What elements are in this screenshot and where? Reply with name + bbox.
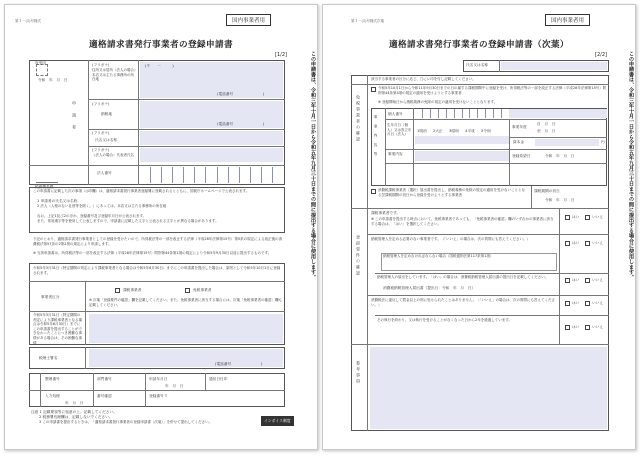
req3-no: いいえ [592, 278, 604, 282]
business-type-label: 事業者区分 [41, 295, 60, 299]
notice-item-2: 2 法人（人格のない社団等を除く。）にあっては、本店又は主たる事務所の所在地 [37, 204, 167, 208]
req4-yes-checkbox[interactable] [565, 301, 570, 306]
req1-yes: はい [572, 215, 580, 219]
taxable-option: 課税事業者 [123, 288, 142, 292]
tax-office-label: 税務署長殿 [35, 185, 54, 189]
req1-yes-checkbox[interactable] [565, 215, 570, 220]
footnote-1: 注意 1 記載要領等に留意の上、記載してください。 [31, 410, 117, 414]
period-label: 課税期間の初日 [534, 189, 560, 193]
exempt-option: 免税事業者 [193, 288, 212, 292]
received-stamp [36, 64, 48, 76]
section-requirements: 登録要件の確認 [356, 235, 361, 277]
simplified-text: 消費税課税事業者（選択）届出書を提出し、納税義務の免除の規定の適用を受けないこととなる翌課税期間の初日から登録を受けようとする事業者 [378, 188, 525, 197]
req5-yes: はい [572, 325, 580, 329]
office-dept: 部門番号 [97, 377, 112, 381]
req2-no-checkbox[interactable] [585, 241, 590, 246]
name-field[interactable] [501, 62, 607, 70]
note-2023: ※ 当該申請書は、所得税法等の一部を改正する法律（平成28年法律第15号）附則第44条第1項の規定により令和5年9月30日以前に提出するものです。 [33, 251, 272, 255]
personal-number-label: 個人番号 [388, 112, 403, 116]
notice-text: この申請書に記載した次の事項（◎印欄）は、適格請求書発行事業者登録簿に登載されるとともに、国税庁ホームページで公表されます。 [33, 189, 250, 193]
birth-opt-3: 3昭和 [449, 129, 459, 133]
req3-yes: はい [572, 278, 580, 282]
furigana-4: (フリガナ) [92, 148, 110, 152]
furigana-3: (フリガナ) [92, 131, 110, 135]
notice-block [29, 187, 285, 233]
side-usage-note: この申請書は、令和三年十月一日から令和五年九月三十日までの間に提出する場合に使用します。 [628, 51, 634, 280]
section-reference: 参考事項 [356, 361, 361, 385]
capital-unit: 円 [601, 140, 605, 144]
req-q3-date: 消費税納税管理人届出書（提出日：令和 年 月 日） [383, 286, 476, 290]
fiscal-to: 至 月 日 [537, 129, 556, 133]
footnote-2: 2 税務署処理欄は、記載しないでください。 [39, 415, 113, 419]
deadline-question: 令和5年3月31日（特定期間の判定により課税事業者となる場合は令和5年6月30日）までにこの申請書を提出することができなかったことにつき困難な事情がある場合は、その困難な事情 [33, 313, 82, 345]
req1-no-checkbox[interactable] [585, 215, 590, 220]
birth-opt-5: 5令和 [481, 129, 491, 133]
business-field[interactable] [415, 151, 509, 161]
office-input: 入力処理 [45, 394, 60, 398]
exempt-fields [371, 108, 607, 186]
exempt-text: 令和5年10月1日から令和11年9月30日までの日の属する課税期間中に登録を受け、所得税法等の一部を改正する法律（平成28年法律第15号）附則第44条第4項の規定の適用を受けようとする事業者 [378, 86, 607, 95]
deadline-note: 令和5年3月31日（特定期間の判定により課税事業者となる場合は令和5年6月30日）までにこの申請書を提出した場合は、原則として令和5年10月1日に登録されます。 [33, 266, 281, 275]
name-label: 氏名又は名称 [95, 138, 118, 142]
birth-opt-4: 4平成 [465, 129, 475, 133]
req-q2: 納税管理人を定める必要のない事業者です。（「いいえ」の場合は、次の質問にも答えてください。） [371, 237, 530, 241]
footnote-3: 3 この申請書を提出するときは、「適格請求書発行事業者の登録申請書（次葉）」を併せて提出してください。 [39, 420, 213, 424]
simplified-checkbox[interactable] [371, 189, 376, 194]
fiscal-year-label: 事業年度 [512, 125, 527, 129]
name-field[interactable] [140, 131, 283, 145]
representative-field[interactable] [140, 148, 283, 162]
wish-date-value: 令和 年 月 日 [545, 154, 575, 158]
domestic-badge: 国内事業者用 [545, 14, 590, 26]
accountant-phone: (電話番号 ) [215, 362, 263, 366]
tax-agent-note: 納税管理人を定めなければならない場合（国税通則法第117条第1項） [383, 254, 494, 258]
invoice-version-badge: インボイス制度 [261, 416, 294, 426]
birth-opt-2: 2大正 [433, 129, 443, 133]
req4-yes: はい [572, 301, 580, 305]
exempt-2023-checkbox[interactable] [371, 87, 376, 92]
page-title: 適格請求書発行事業者の登録申請書 [89, 40, 233, 50]
personal-number-extra [509, 109, 607, 118]
period-date: 令和 年 月 日 [545, 198, 575, 202]
fiscal-from: 自 月 日 [537, 122, 556, 126]
corp-number-label: 法人番号 [97, 171, 112, 175]
req5-no-checkbox[interactable] [585, 325, 590, 330]
req5-no: いいえ [592, 325, 604, 329]
notice-item-1: 1 申請者の氏名又は名称 [37, 199, 78, 203]
form-page-1 [4, 4, 318, 450]
accountant-label: 税理士署名 [39, 356, 58, 360]
req2-no: いいえ [592, 241, 604, 245]
taxable-checkbox[interactable] [115, 288, 120, 293]
domestic-badge: 国内事業者用 [226, 14, 271, 26]
page-title: 適格請求書発行事業者の登録申請書（次葉） [389, 40, 569, 50]
submit-date: 令和 年 月 日 [38, 78, 68, 82]
corp-number-grid[interactable] [140, 167, 283, 183]
req-q1-note: ※ この申請書を提出する時点において、免税事業者であっても、「免税事業者の確認」欄のいずれかの事業者に該当する場合は、「はい」を選択してください。 [371, 217, 554, 226]
req-q3: 納税管理人の届出をしています。「はい」の場合は、消費税納税管理人届出書の提出日を記載してください。 [377, 275, 549, 279]
received-stamp-label: 収受印 [35, 61, 47, 65]
office-reg-number: 登録番号 T [149, 394, 168, 398]
req4-no-checkbox[interactable] [585, 301, 590, 306]
req2-yes-checkbox[interactable] [565, 241, 570, 246]
birth-date-field[interactable] [415, 136, 509, 144]
section-note: 該当する事業者の区分に応じ、□にレ印を付し記載してください。 [371, 77, 476, 81]
form-page-2 [322, 4, 636, 450]
notice-item-4: また、常用漢字等を使用して公表しますので、申請書に記載した文字と公表される文字とが異なる場合があります。 [37, 219, 219, 223]
side-usage-note: この申請書は、令和三年十月一日から令和五年九月三十日までの間に提出する場合に使用します。 [310, 51, 316, 280]
capital-field[interactable] [535, 139, 599, 146]
birth-opt-1: 1明治 [417, 129, 427, 133]
exempt-note: ※ 登録開始日から納税義務の免除の規定の適用を受けないこととなります。 [378, 100, 498, 104]
phone-label-2: (電話番号 ) [217, 122, 265, 126]
req2-yes: はい [572, 241, 580, 245]
exempt-subject: 事 業 内 容 等 [374, 115, 378, 157]
section-exempt: 免税事業者の確認 [356, 95, 361, 143]
page-number: [2/2] [595, 52, 607, 58]
office-apply-date: 申請年月日 [149, 377, 168, 381]
representative-label: （法人の場合）代表者氏名 [92, 153, 134, 157]
consumption-note: ※ 次葉「登録要件の確認」欄を記載してください。また、免税事業者に該当する場合には、次葉「免税事業者の確認」欄も記載してください。 [89, 298, 283, 307]
req-q4: 消費税法に違反して罰金以上の刑に処せられたことはありません。（「いいえ」の場合は、次の質問にも答えてください。） [371, 298, 555, 307]
business-label: 事業内容 [388, 152, 403, 156]
office-date-2: 年 月 日 [65, 401, 84, 405]
req3-no-checkbox[interactable] [585, 278, 590, 283]
wish-date-label: 登録希望日 [512, 154, 531, 158]
zip-label: (〒 － ) [145, 64, 174, 68]
capital-label: 資本金 [513, 140, 525, 144]
req4-no: いいえ [592, 301, 604, 305]
office-serial: 整理番号 [45, 377, 60, 381]
form-number: 第１－(1)号様式 [15, 19, 41, 23]
name-label: 氏名又は名称 [466, 63, 489, 67]
birth-label: 生年月日（個人）又は設立年月日（法人） [387, 123, 412, 137]
tax-place-label: 納税地 [101, 112, 113, 116]
office-postmark: 通信日付印 [209, 377, 228, 381]
difficulty-field[interactable] [89, 314, 283, 343]
req-q5: その執行を終わり、又は執行を受けることがなくなった日から2年を経過しています。 [377, 318, 512, 322]
req-q1: 課税事業者です。 [371, 211, 401, 215]
req3-yes-checkbox[interactable] [565, 278, 570, 283]
phone-label-1: (電話番号 ) [217, 92, 265, 96]
notice-item-3: なお、上記1及び2のほか、登録番号及び登録年月日が公表されます。 [37, 214, 147, 218]
page-number: [1/2] [275, 52, 287, 58]
address-label: 住所又は居所（法人の場合）本店又は主たる事務所の所在地 [92, 68, 136, 82]
req1-no: いいえ [592, 215, 604, 219]
req5-yes-checkbox[interactable] [565, 325, 570, 330]
reference-field[interactable] [370, 347, 607, 429]
office-id-check: 番号確認 [97, 394, 112, 398]
office-date-1: 年 月 日 [165, 384, 184, 388]
form-number: 第１－(1)号様式次葉 [351, 19, 384, 23]
furigana-2: (フリガナ) [92, 102, 110, 106]
personal-number-grid[interactable] [415, 109, 509, 118]
applicant-label: 申 請 者 [72, 101, 77, 131]
exempt-checkbox[interactable] [185, 288, 190, 293]
declaration-text: 下記のとおり、適格請求書発行事業者としての登録を受けたいので、所得税法等の一部を改正する法律（平成28年法律第15号）第5条の規定による改正後の消費税法第57条の2第2項の規定により申請します。 [33, 237, 283, 246]
furigana-1: (フリガナ) [92, 63, 110, 67]
